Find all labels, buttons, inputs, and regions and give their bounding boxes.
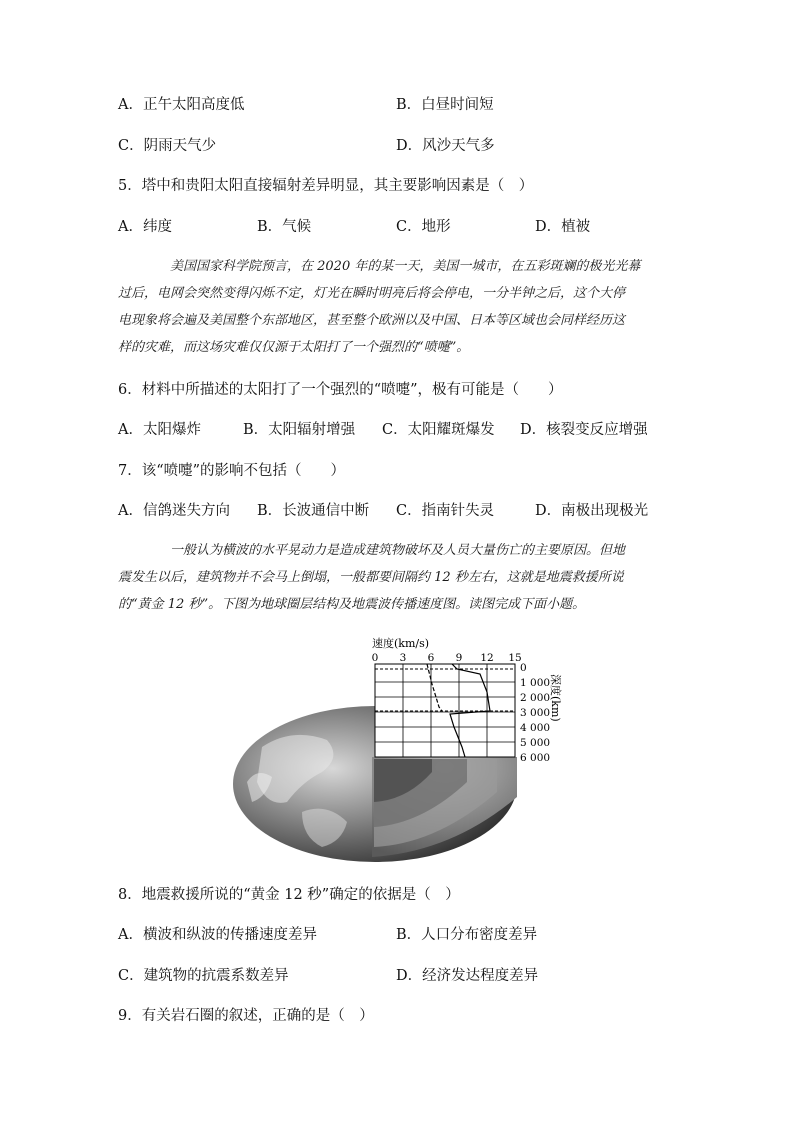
q7-option-d[interactable]: D．南极出现极光	[535, 503, 649, 519]
q5-option-c[interactable]: C．地形	[396, 219, 451, 235]
x-tick-label: 6	[427, 652, 435, 664]
question-6-stem: 6．材料中所描述的太阳打了一个强烈的“喷嚏”，极有可能是（ ）	[118, 382, 563, 398]
option-d[interactable]: D．风沙天气多	[396, 138, 495, 154]
q5-option-d[interactable]: D．植被	[535, 219, 591, 235]
x-tick-label: 12	[480, 652, 494, 664]
x-tick-label: 3	[399, 652, 407, 664]
seismic-wave-chart	[372, 636, 563, 764]
q8-option-d[interactable]: D．经济发达程度差异	[396, 968, 539, 984]
y-tick-label: 0	[520, 662, 527, 674]
passage-2-line: 一般认为横波的水平晃动力是造成建筑物破坏及人员大量伤亡的主要原因。但地	[170, 543, 626, 558]
passage-1-line: 电现象将会遍及美国整个东部地区，甚至整个欧洲以及中国、日本等区域也会同样经历这	[118, 313, 626, 328]
option-c[interactable]: C．阴雨天气少	[118, 138, 217, 154]
q7-option-b[interactable]: B．长波通信中断	[257, 503, 370, 519]
q6-option-c[interactable]: C．太阳耀斑爆发	[382, 422, 495, 438]
x-axis-label: 速度(km/s)	[372, 637, 430, 650]
passage-1-line: 过后，电网会突然变得闪烁不定，灯光在瞬时明亮后将会停电，一分半钟之后，这个大停	[118, 286, 626, 301]
x-tick-label: 0	[371, 652, 379, 664]
y-tick-label: 1 000	[520, 677, 551, 689]
x-tick-label: 9	[455, 652, 463, 664]
q7-option-a[interactable]: A．信鸽迷失方向	[118, 503, 230, 519]
passage-2-line: 的“黄金 12 秒”。下图为地球圈层结构及地震波传播速度图。读图完成下面小题。	[118, 597, 586, 612]
passage-1-line: 样的灾难，而这场灾难仅仅源于太阳打了一个强烈的“喷嚏”。	[118, 340, 470, 355]
question-7-stem: 7．该“喷嚏”的影响不包括（ ）	[118, 463, 346, 479]
earth-structure-figure	[232, 632, 562, 862]
y-tick-label: 5 000	[520, 737, 551, 749]
q6-option-b[interactable]: B．太阳辐射增强	[243, 422, 356, 438]
question-5-stem: 5．塔中和贵阳太阳直接辐射差异明显，其主要影响因素是（ ）	[118, 178, 534, 194]
passage-2-line: 震发生以后，建筑物并不会马上倒塌，一般都要间隔约 12 秒左右，这就是地震救援所说	[118, 570, 624, 585]
y-tick-label: 6 000	[520, 752, 551, 764]
q6-option-a[interactable]: A．太阳爆炸	[118, 422, 201, 438]
reading-passage-1	[118, 253, 678, 361]
q5-option-a[interactable]: A．纬度	[118, 219, 172, 235]
earth-structure-diagram	[232, 632, 562, 862]
reading-passage-2	[118, 537, 678, 618]
x-tick-label: 15	[508, 652, 522, 664]
q6-option-d[interactable]: D．核裂变反应增强	[520, 422, 648, 438]
option-b[interactable]: B．白昼时间短	[396, 97, 494, 113]
y-axis-label: 深度(km)	[549, 674, 562, 722]
q8-option-c[interactable]: C．建筑物的抗震系数差异	[118, 968, 289, 984]
q8-option-a[interactable]: A．横波和纵波的传播速度差异	[118, 927, 317, 943]
option-a[interactable]: A．正午太阳高度低	[118, 97, 245, 113]
y-tick-label: 4 000	[520, 722, 551, 734]
q5-option-b[interactable]: B．气候	[257, 219, 312, 235]
question-9-stem: 9．有关岩石圈的叙述，正确的是（ ）	[118, 1008, 374, 1024]
q7-option-c[interactable]: C．指南针失灵	[396, 503, 495, 519]
passage-1-line: 美国国家科学院预言，在 2020 年的某一天，美国一城市，在五彩斑斓的极光光幕	[170, 259, 641, 274]
y-tick-label: 3 000	[520, 707, 551, 719]
q8-option-b[interactable]: B．人口分布密度差异	[396, 927, 538, 943]
question-8-stem: 8．地震救援所说的“黄金 12 秒”确定的依据是（ ）	[118, 887, 460, 903]
y-tick-label: 2 000	[520, 692, 551, 704]
